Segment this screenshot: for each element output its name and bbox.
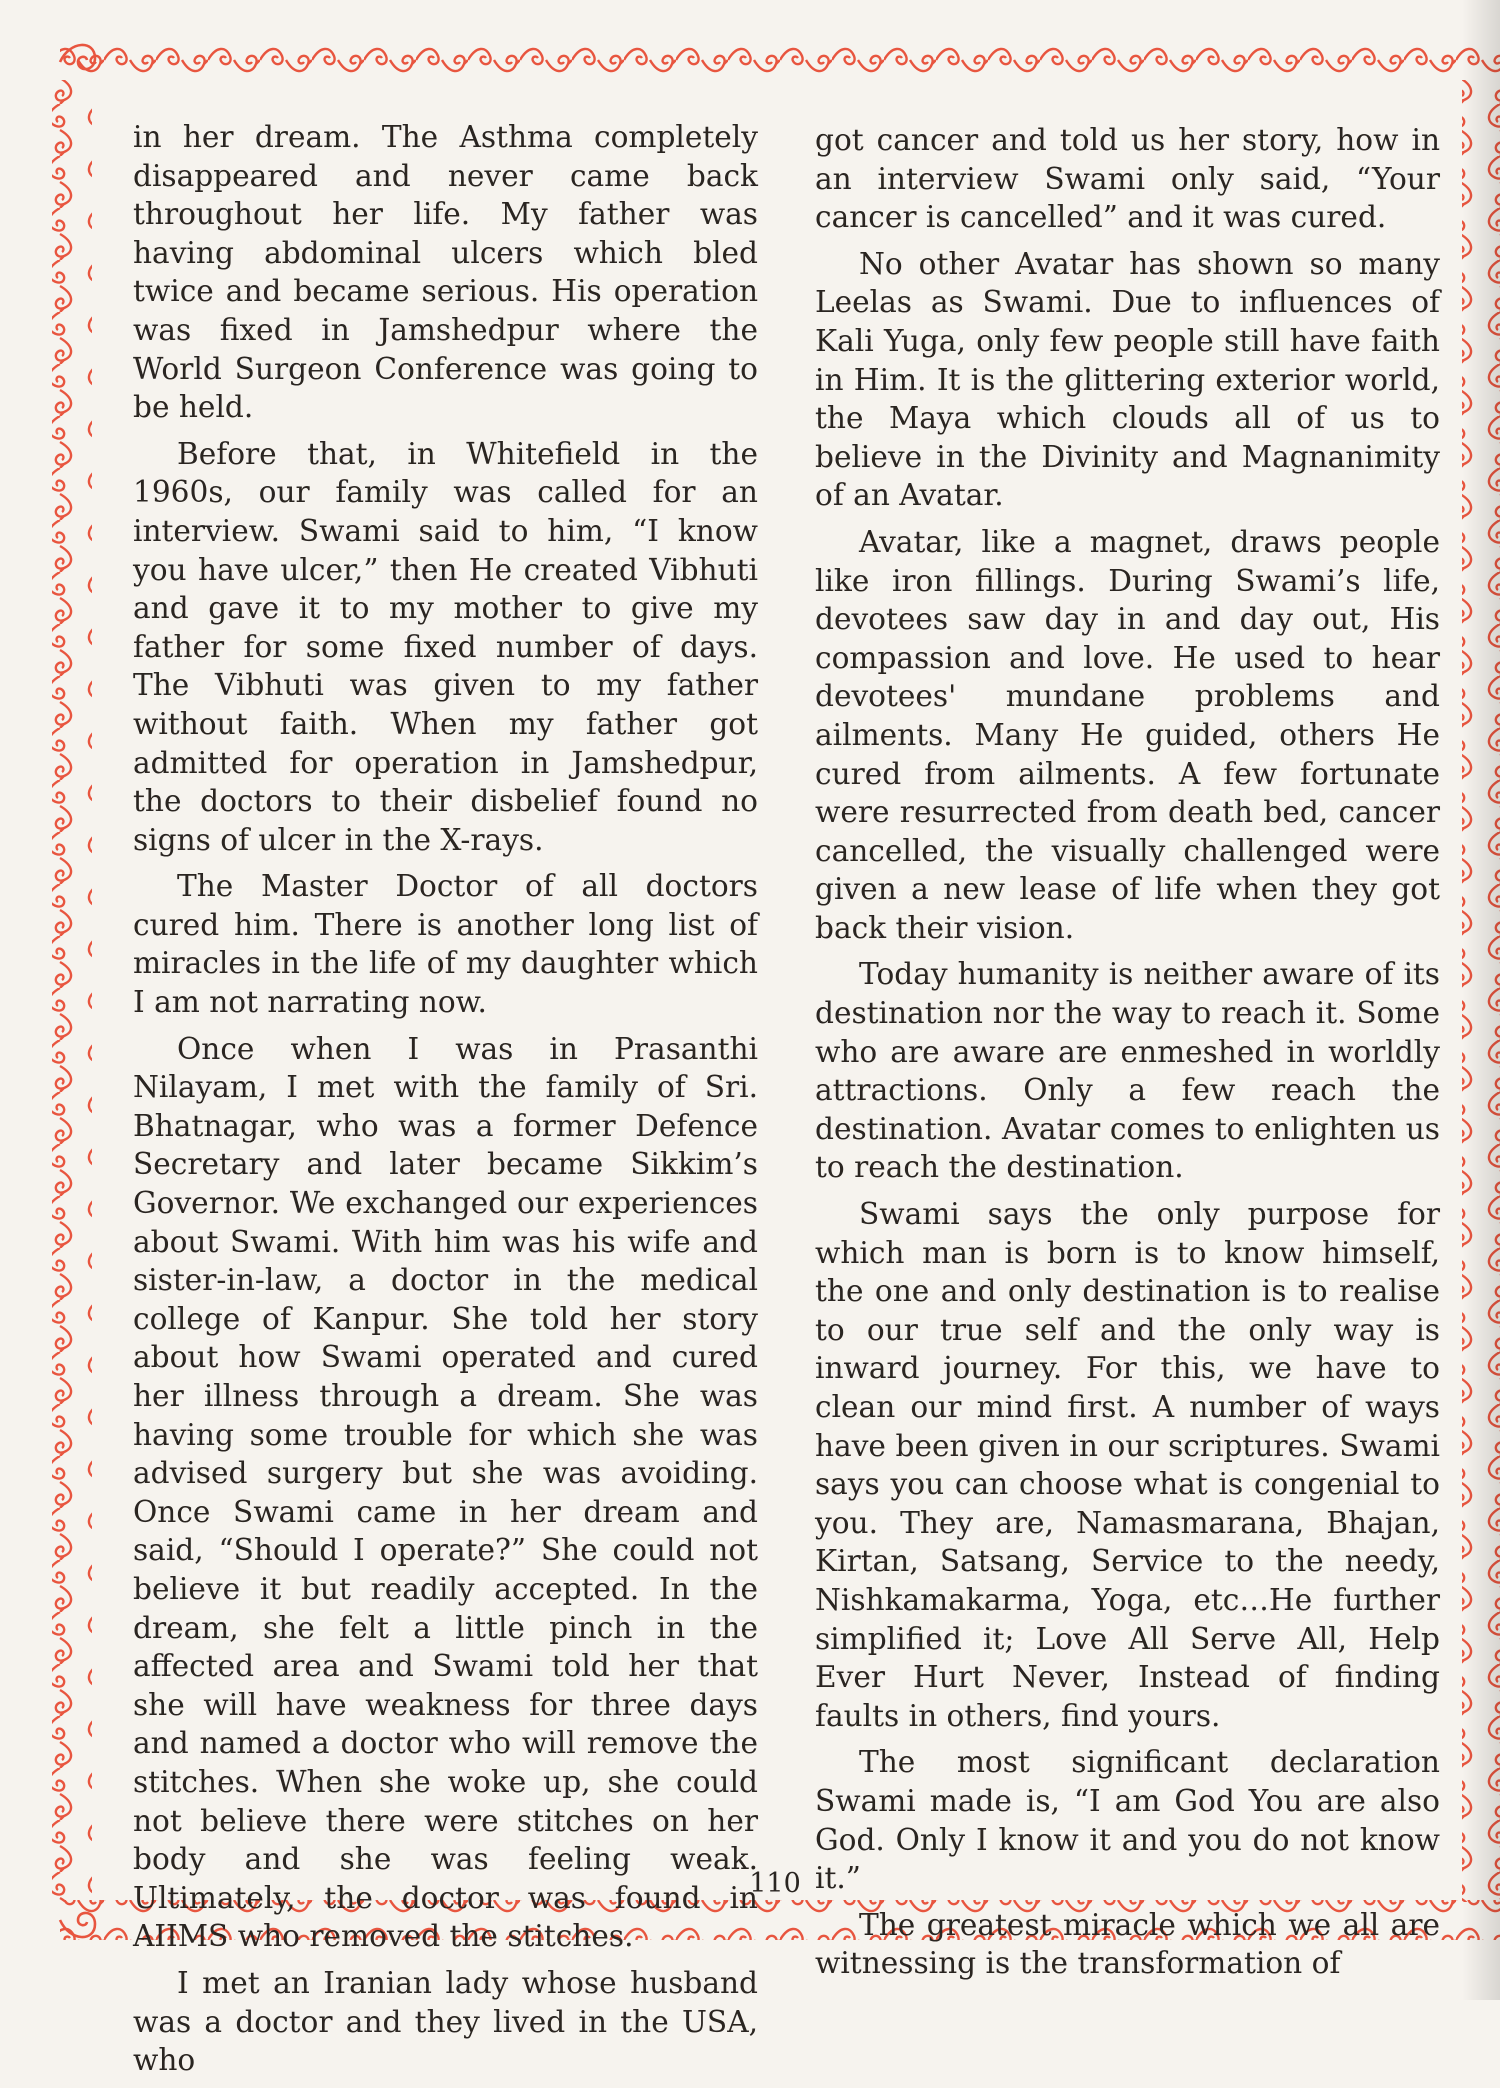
border-top	[60, 42, 1500, 82]
paragraph: No other Avatar has shown so many Leelas as Swami. Due to influences of Kali Yuga, only few people still have faith in Him. It is the glittering exterior world, the Maya which clouds all of us to believe in the Divinity and Magnanimity of an Avatar.	[815, 246, 1440, 513]
paragraph: got cancer and told us her story, how in an interview Swami only said, “Your cancer is cancelled” and it was cured.	[815, 123, 1440, 235]
paragraph: The most significant declaration Swami made is, “I am God You are also God. Only I know it and you do not know it.”	[815, 1745, 1440, 1896]
paragraph: The greatest miracle which we all are witnessing is the transformation of	[815, 1907, 1440, 1981]
border-left	[52, 80, 92, 1902]
paragraph: Once when I was in Prasanthi Nilayam, I met with the family of Sri. Bhatnagar, who was a former Defence Secretary and later became Sikkim’s Governor. We exchanged our experiences about Swami. With him was his wife and sister-in-law, a doctor in the medical college of Kanpur. She told her story about how Swami operated and cured her illness through a dream. She was having some trouble for which she was advised surgery but she was avoiding. Once Swami came in her dream and said, “Should I operate?” She could not believe it but readily accepted. In the dream, she felt a little pinch in the affected area and Swami told her that she will have weakness for three days and named a doctor who will remove the stitches. When she woke up, she could not believe there were stitches on her body and she was feeling weak. Ultimately, the doctor was found in AIIMS who removed the stitches.	[133, 1031, 758, 1954]
page-number: 110	[749, 1868, 801, 1899]
paragraph: Avatar, like a magnet, draws people like iron fillings. During Swami’s life, devotees saw day in and day out, His compassion and love. He used to hear devotees' mundane problems and ailments. Many He guided, others He cured from ailments. A few fortunate were resurrected from death bed, cancer cancelled, the visually challenged were given a new lease of life when they got back their vision.	[815, 524, 1440, 945]
paragraph: Today humanity is neither aware of its destination nor the way to reach it. Some who are aware are enmeshed in worldly attractions. Only a few reach the destination. Avatar comes to enlighten us to reach the destination.	[815, 957, 1440, 1185]
left-column	[133, 118, 758, 2088]
paragraph: Before that, in Whitefield in the 1960s, our family was called for an interview. Swami said to him, “I know you have ulcer,” then He created Vibhuti and gave it to my mother to give my father for some fixed number of days. The Vibhuti was given to my father without faith. When my father got admitted for operation in Jamshedpur, the doctors to their disbelief found no signs of ulcer in the X-rays.	[133, 436, 758, 857]
paragraph: in her dream. The Asthma completely disappeared and never came back throughout her life. My father was having abdominal ulcers which bled twice and became serious. His operation was fixed in Jamshedpur where the World Surgeon Conference was going to be held.	[133, 120, 758, 425]
right-column	[815, 121, 1440, 1991]
paragraph: Swami says the only purpose for which man is born is to know himself, the one and only destination is to realise to our true self and the only way is inward journey. For this, we have to clean our mind first. A number of ways have been given in our scriptures. Swami says you can choose what is congenial to you. They are, Namasmarana, Bhajan, Kirtan, Satsang, Service to the needy, Nishkamakarma, Yoga, etc…He further simplified it; Love All Serve All, Help Ever Hurt Never, Instead of finding faults in others, find yours.	[815, 1197, 1440, 1733]
paragraph: I met an Iranian lady whose husband was a doctor and they lived in the USA, who	[133, 1965, 758, 2078]
binding-shadow	[1462, 0, 1500, 2000]
paragraph: The Master Doctor of all doctors cured him. There is another long list of miracles in the life of my daughter which I am not narrating now.	[133, 869, 758, 1020]
